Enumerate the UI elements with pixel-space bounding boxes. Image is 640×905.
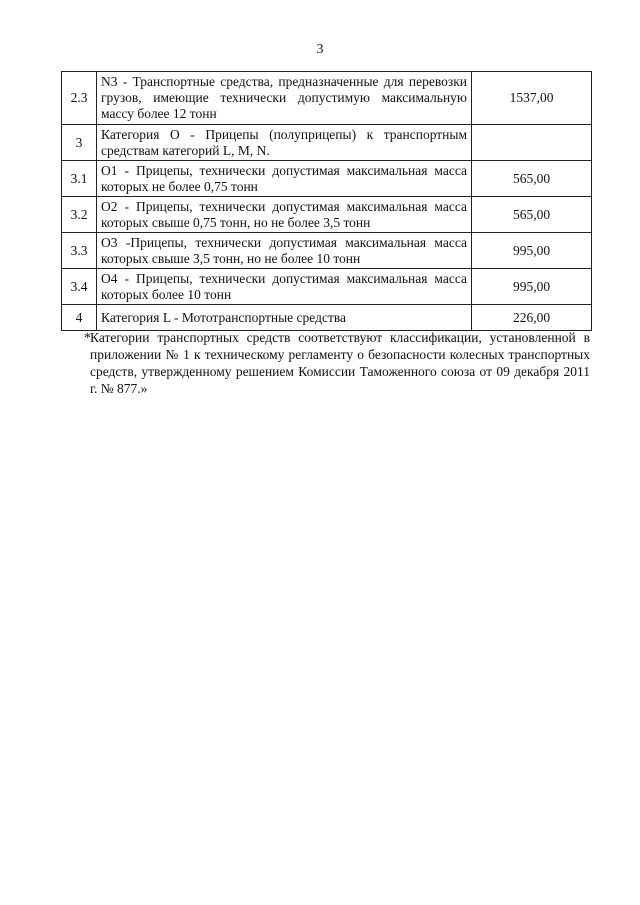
footnote: [84, 329, 590, 397]
row-value: 995,00: [472, 233, 592, 269]
row-value: 565,00: [472, 197, 592, 233]
row-number: 3.1: [62, 161, 97, 197]
row-number: 3: [62, 125, 97, 161]
row-value: 565,00: [472, 161, 592, 197]
table-row: [62, 305, 592, 331]
row-number: 3.3: [62, 233, 97, 269]
table-row: [62, 161, 592, 197]
footnote-marker: *: [84, 330, 91, 345]
table-row: [62, 197, 592, 233]
row-value: 1537,00: [472, 72, 592, 125]
row-description: O4 - Прицепы, технически допустимая максимальная масса которых более 10 тонн: [97, 269, 472, 305]
row-value: [472, 125, 592, 161]
table-row: [62, 125, 592, 161]
row-number: 3.4: [62, 269, 97, 305]
row-number: 4: [62, 305, 97, 331]
row-description: Категория O - Прицепы (полуприцепы) к транспортным средствам категорий L, M, N.: [97, 125, 472, 161]
row-number: 2.3: [62, 72, 97, 125]
row-description: O2 - Прицепы, технически допустимая максимальная масса которых свыше 0,75 тонн, но не более 3,5 тонн: [97, 197, 472, 233]
row-number: 3.2: [62, 197, 97, 233]
row-description: N3 - Транспортные средства, предназначенные для перевозки грузов, имеющие технически допустимую максимальную массу более 12 тонн: [97, 72, 472, 125]
row-value: 995,00: [472, 269, 592, 305]
page-number: 3: [316, 42, 324, 57]
table-row: [62, 269, 592, 305]
row-description: O3 -Прицепы, технически допустимая максимальная масса которых свыше 3,5 тонн, но не более 10 тонн: [97, 233, 472, 269]
row-value: 226,00: [472, 305, 592, 331]
table-row: [62, 72, 592, 125]
row-description: Категория L - Мототранспортные средства: [97, 305, 472, 331]
tariff-table: [61, 71, 592, 331]
row-description: O1 - Прицепы, технически допустимая максимальная масса которых не более 0,75 тонн: [97, 161, 472, 197]
table-row: [62, 233, 592, 269]
footnote-text: Категории транспортных средств соответствуют классификации, установленной в приложении № 1 к техническому регламенту о безопасности колесных транспортных средств, утвержденному решением Комиссии Таможенного союза от 09 декабря 2011 г. № 877.»: [90, 330, 590, 396]
